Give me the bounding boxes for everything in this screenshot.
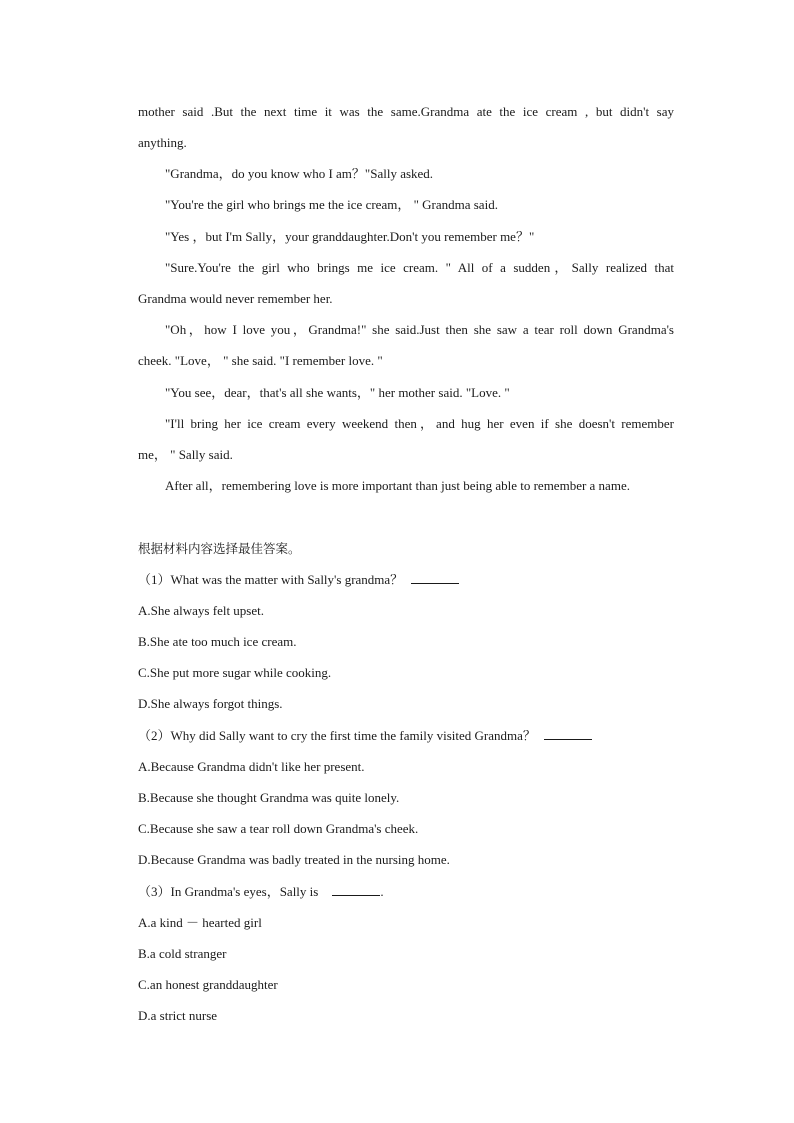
question-stem (138, 883, 674, 901)
story-line: After all，remembering love is more important than just being able to remember a name. (165, 478, 630, 493)
story-line: Grandma would never remember her. (138, 291, 333, 306)
answer-option: C.Because she saw a tear roll down Grandma's cheek. (138, 821, 419, 836)
story-line: "Yes ，but I'm Sally，your granddaughter.Don't you remember me？" (165, 229, 535, 244)
story-line: "You see，dear，that's all she wants，" her mother said. "Love. " (165, 385, 510, 400)
answer-option: A.She always felt upset. (138, 603, 265, 618)
answer-option: D.She always forgot things. (138, 696, 283, 711)
answer-blank[interactable] (544, 727, 592, 740)
answer-option: A.Because Grandma didn't like her present. (138, 759, 365, 774)
answer-option: C.She put more sugar while cooking. (138, 665, 332, 680)
answer-blank[interactable] (332, 883, 380, 896)
story-line: mother said .But the next time it was the same.Grandma ate the ice cream , but didn't say (138, 104, 674, 119)
instruction-text: 根据材料内容选择最佳答案。 (138, 541, 301, 556)
answer-option: C.an honest granddaughter (138, 977, 278, 992)
question-stem-end: . (380, 884, 384, 899)
question-stem-text: （1）What was the matter with Sally's grandma？ (138, 572, 404, 587)
story-line: anything. (138, 135, 187, 150)
story-line: "Oh，how I love you，Grandma!" she said.Just then she saw a tear roll down Grandma's (165, 322, 674, 337)
story-line: "You're the girl who brings me the ice cream， " Grandma said. (165, 197, 498, 212)
answer-option: B.She ate too much ice cream. (138, 634, 297, 649)
answer-option: D.Because Grandma was badly treated in the nursing home. (138, 852, 450, 867)
story-line: "I'll bring her ice cream every weekend then，and hug her even if she doesn't remember (165, 416, 674, 431)
question-stem (138, 571, 674, 589)
question-stem-text: （3）In Grandma's eyes，Sally is (138, 884, 319, 899)
story-line: "Sure.You're the girl who brings me ice cream. " All of a sudden，Sally realized that (165, 260, 674, 275)
answer-option: A.a kind － hearted girl (138, 915, 262, 930)
question-stem (138, 727, 674, 745)
question-stem-text: （2）Why did Sally want to cry the first time the family visited Grandma？ (138, 728, 536, 743)
answer-blank[interactable] (411, 571, 459, 584)
story-line: cheek. "Love， " she said. "I remember love. " (138, 353, 383, 368)
story-line: me， " Sally said. (138, 447, 233, 462)
answer-option: B.Because she thought Grandma was quite lonely. (138, 790, 400, 805)
answer-option: B.a cold stranger (138, 946, 227, 961)
answer-option: D.a strict nurse (138, 1008, 218, 1023)
story-line: "Grandma，do you know who I am？"Sally asked. (165, 166, 434, 181)
